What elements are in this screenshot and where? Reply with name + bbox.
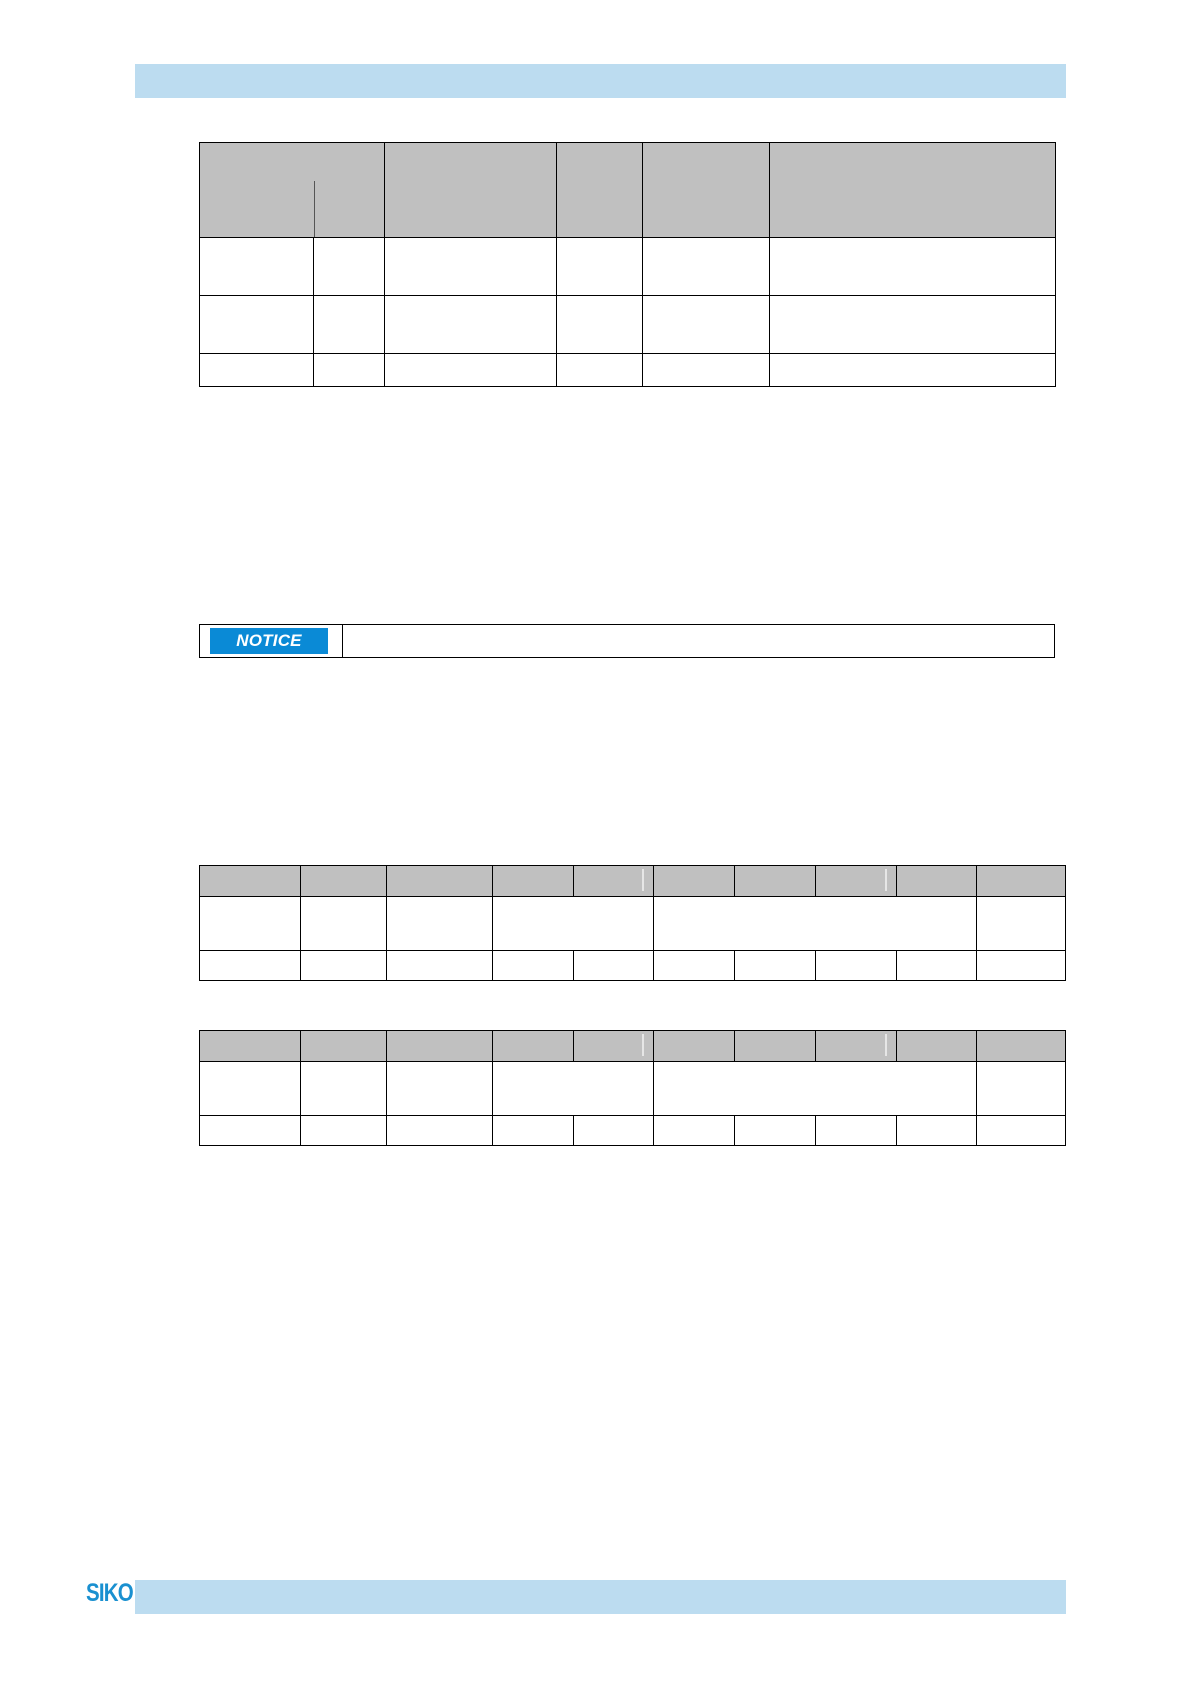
table-cell: [770, 238, 1056, 296]
table-cell: [574, 951, 654, 981]
table-cell: [200, 354, 314, 387]
table-cell: [387, 1116, 493, 1146]
header-band: [135, 64, 1066, 98]
table-cell: [897, 1116, 977, 1146]
parameter-table: [199, 142, 1056, 387]
table-row: [200, 1062, 1066, 1116]
header-cell: [735, 866, 816, 897]
table-row: [200, 354, 1056, 387]
footer-band: [135, 1580, 1066, 1614]
register-table: [199, 1030, 1066, 1146]
table-cell: [643, 354, 770, 387]
table-cell: [493, 897, 654, 951]
table-cell: [654, 951, 735, 981]
table-cell: [643, 296, 770, 354]
header-cell: [385, 143, 557, 238]
table-cell: [385, 354, 557, 387]
table-cell: [200, 1116, 301, 1146]
table-cell: [643, 238, 770, 296]
table-cell: [735, 1116, 816, 1146]
table-cell: [977, 1116, 1066, 1146]
table-cell: [654, 1062, 977, 1116]
header-cell: [200, 1031, 301, 1062]
table-cell: [385, 238, 557, 296]
table-cell: [200, 897, 301, 951]
header-cell: [897, 866, 977, 897]
header-cell: [387, 1031, 493, 1062]
header-cell: [574, 1031, 654, 1062]
table-row: [200, 296, 1056, 354]
table-cell: [301, 1062, 387, 1116]
table-cell: [385, 296, 557, 354]
table-cell: [200, 296, 314, 354]
table-cell: [387, 951, 493, 981]
table-cell: [200, 951, 301, 981]
notice-badge: NOTICE: [210, 628, 328, 654]
table-header-row: [200, 866, 1066, 897]
table-cell: [557, 354, 643, 387]
table-cell: [654, 1116, 735, 1146]
notice-label-cell: [200, 625, 343, 657]
header-cell: [770, 143, 1056, 238]
table-cell: [574, 1116, 654, 1146]
table-cell: [557, 238, 643, 296]
header-cell: [816, 1031, 897, 1062]
table-header-row: [200, 1031, 1066, 1062]
table-header-row: [200, 143, 1056, 238]
header-cell: [200, 143, 385, 238]
table-cell: [977, 1062, 1066, 1116]
table-cell: [200, 1062, 301, 1116]
table-cell: [654, 897, 977, 951]
table-cell: [314, 296, 385, 354]
header-cell: [977, 866, 1066, 897]
header-cell: [735, 1031, 816, 1062]
table-cell: [301, 897, 387, 951]
header-cell: [557, 143, 643, 238]
table-row: [200, 238, 1056, 296]
table-cell: [493, 1062, 654, 1116]
table-cell: [735, 951, 816, 981]
header-cell: [574, 866, 654, 897]
table-cell: [301, 1116, 387, 1146]
header-cell: [301, 1031, 387, 1062]
table-cell: [897, 951, 977, 981]
notice-box: [199, 624, 1055, 658]
table-row: [200, 1116, 1066, 1146]
table-cell: [200, 238, 314, 296]
table-cell: [977, 951, 1066, 981]
header-cell: [387, 866, 493, 897]
header-cell: [977, 1031, 1066, 1062]
table-cell: [493, 951, 574, 981]
table-row: [200, 897, 1066, 951]
header-cell: [654, 866, 735, 897]
table-row: [200, 951, 1066, 981]
siko-logo: SIKO: [86, 1579, 133, 1607]
table-cell: [314, 238, 385, 296]
header-cell: [643, 143, 770, 238]
header-cell: [493, 1031, 574, 1062]
header-cell: [816, 866, 897, 897]
table-cell: [816, 1116, 897, 1146]
table-cell: [301, 951, 387, 981]
table-cell: [816, 951, 897, 981]
header-cell: [301, 866, 387, 897]
register-table: [199, 865, 1066, 981]
table-cell: [314, 354, 385, 387]
header-cell: [200, 866, 301, 897]
table-cell: [770, 354, 1056, 387]
table-cell: [977, 897, 1066, 951]
header-cell: [654, 1031, 735, 1062]
table-cell: [387, 897, 493, 951]
table-cell: [493, 1116, 574, 1146]
table-cell: [557, 296, 643, 354]
header-cell: [897, 1031, 977, 1062]
table-cell: [770, 296, 1056, 354]
header-cell: [493, 866, 574, 897]
table-cell: [387, 1062, 493, 1116]
